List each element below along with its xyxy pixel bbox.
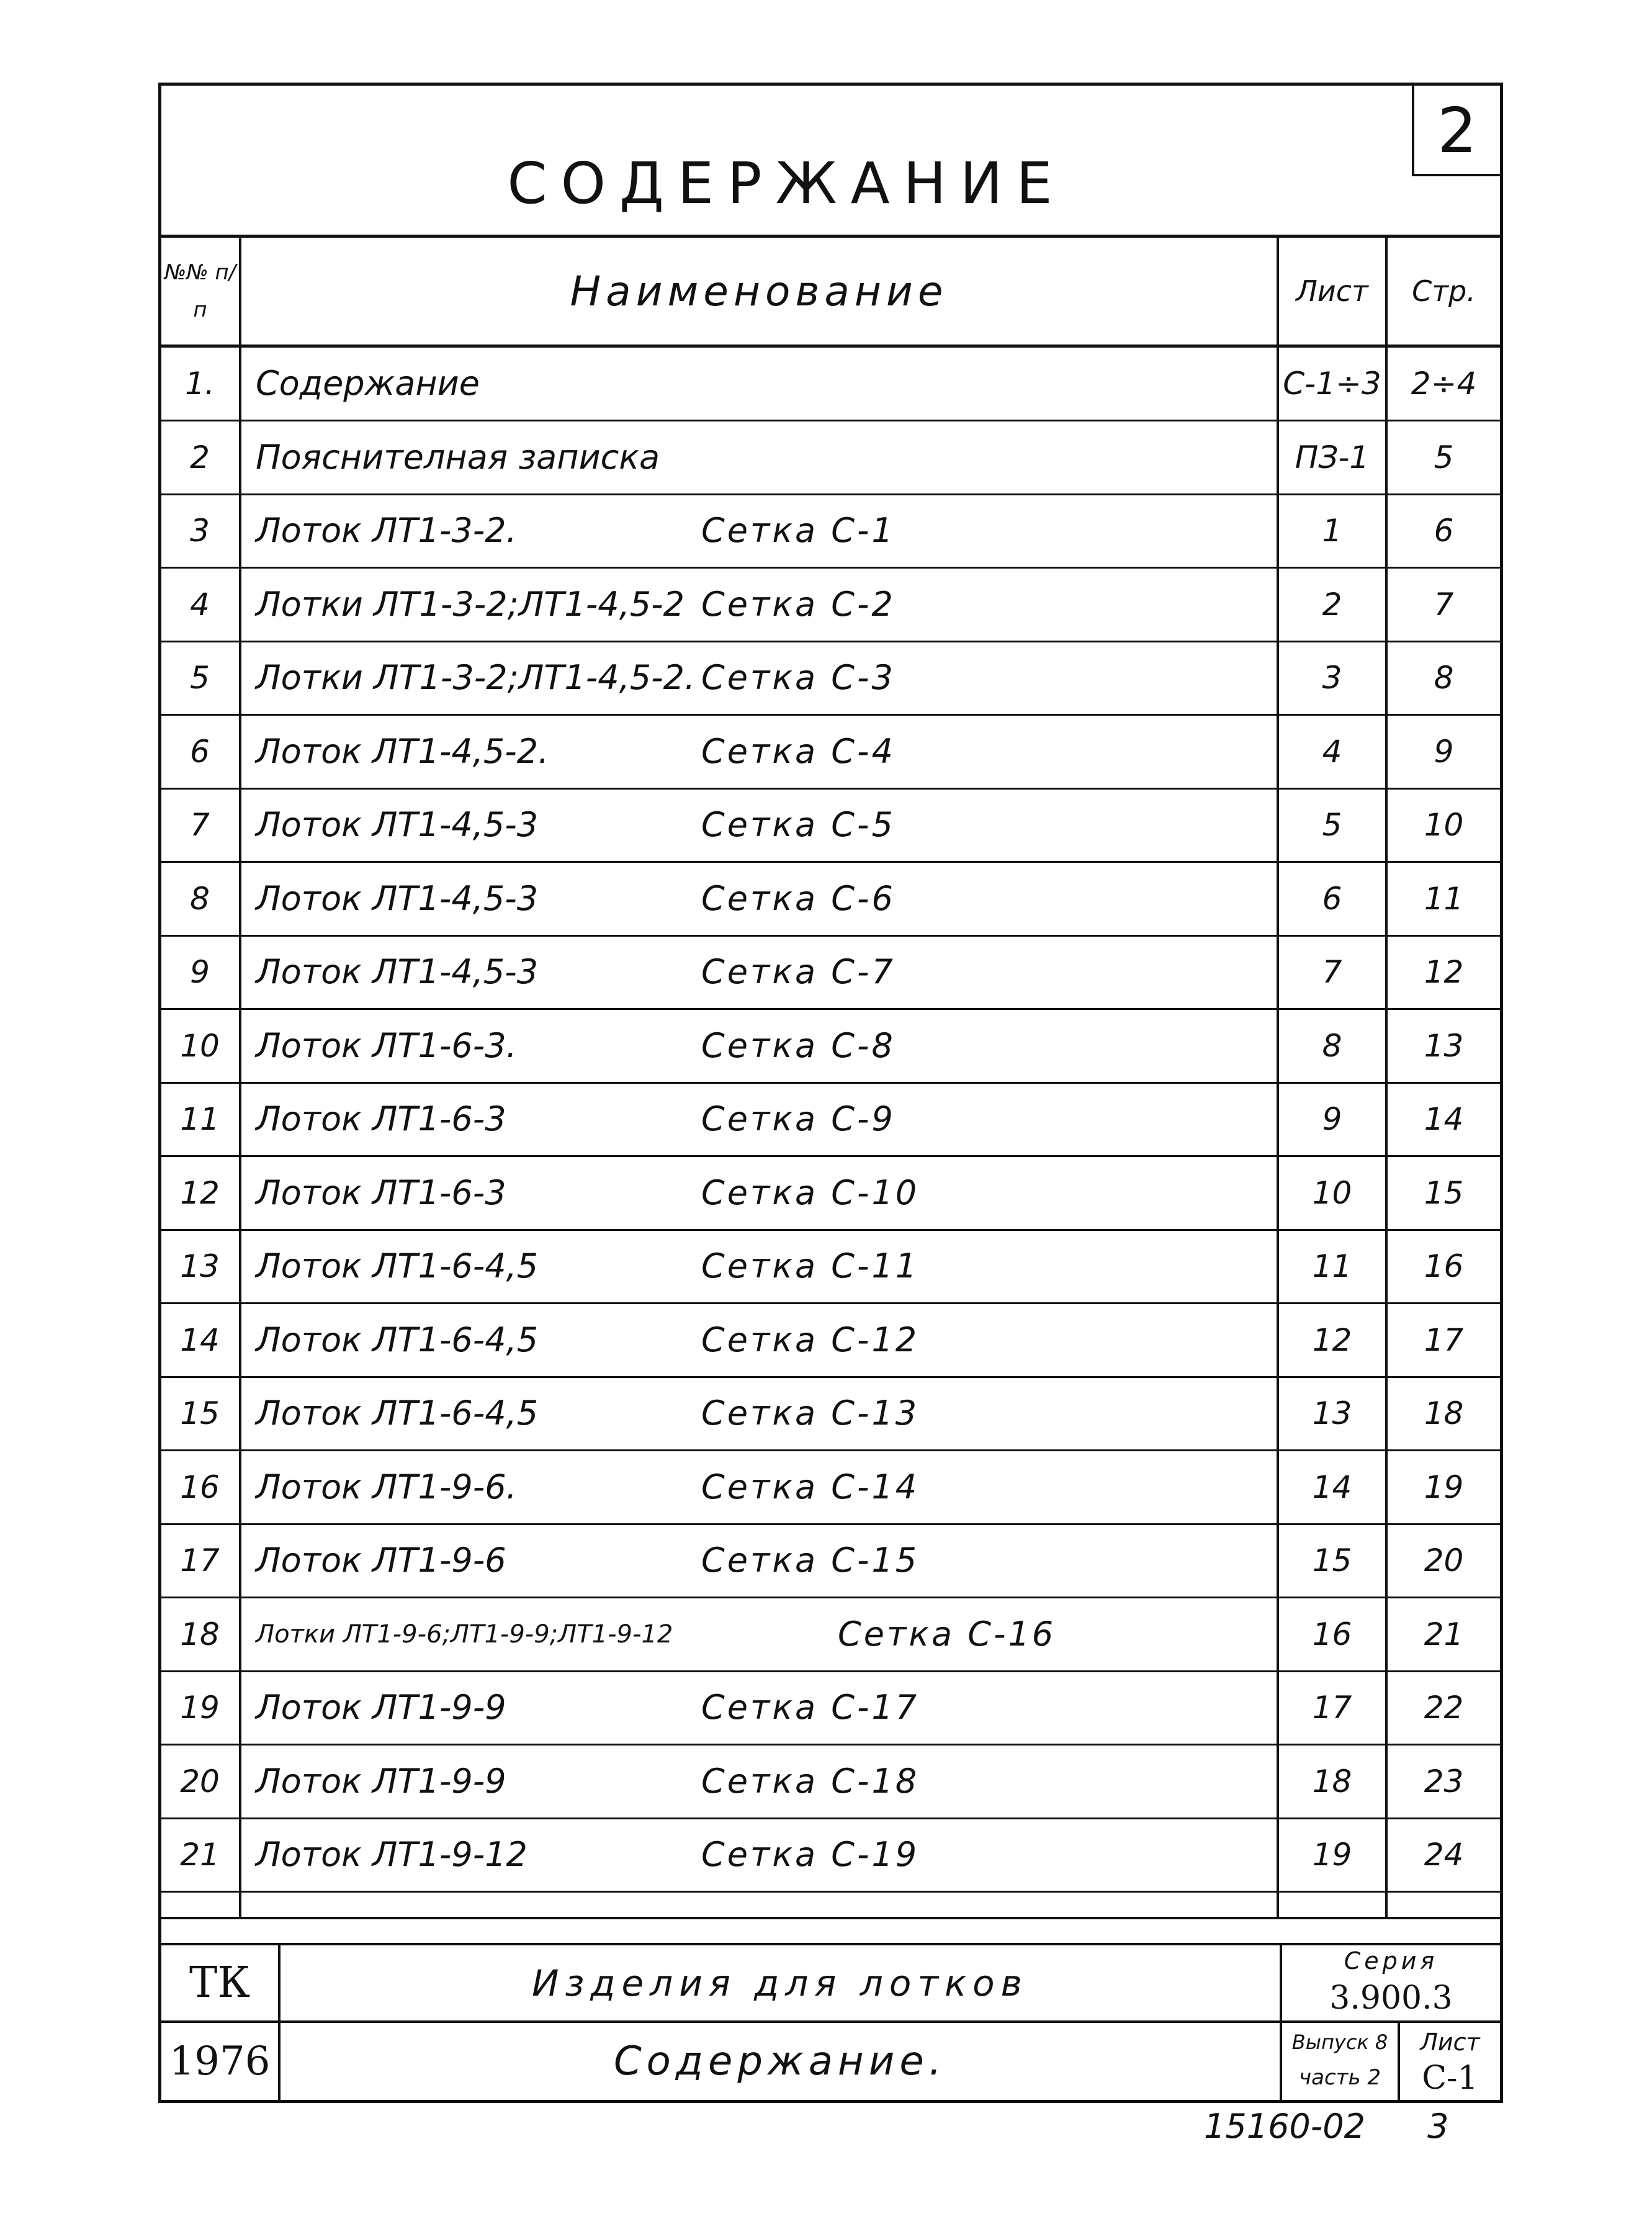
row-sheet: 11 xyxy=(1312,1248,1352,1284)
sheet-box-bottom xyxy=(1412,174,1503,176)
row-mesh: Сетка С-7 xyxy=(701,952,896,991)
row-page: 9 xyxy=(1434,733,1454,770)
frame-top xyxy=(158,83,1503,86)
row-item: Лоток ЛТ1-6-3. xyxy=(256,1026,517,1065)
row-num: 19 xyxy=(180,1689,220,1726)
row-sheet: 10 xyxy=(1312,1174,1352,1211)
row-num: 21 xyxy=(180,1836,220,1873)
row-num: 11 xyxy=(180,1101,220,1137)
row-item: Лоток ЛТ1-9-9 xyxy=(256,1688,506,1727)
sheet-number: 2 xyxy=(1437,94,1477,167)
row-num: 4 xyxy=(190,586,210,623)
row-item: Лоток ЛТ1-4,5-3 xyxy=(256,879,539,918)
footer-page: 3 xyxy=(1427,2106,1449,2146)
stamp-sheet-label: Лист xyxy=(1420,2028,1480,2056)
row-item: Лоток ЛТ1-6-4,5 xyxy=(256,1246,539,1286)
row-num: 1. xyxy=(185,365,215,402)
row-num: 7 xyxy=(190,806,210,843)
row-num: 14 xyxy=(180,1322,220,1358)
row-item: Лоток ЛТ1-4,5-2. xyxy=(256,732,549,771)
row-page: 21 xyxy=(1424,1616,1464,1652)
stamp-part-label: часть 2 xyxy=(1299,2065,1381,2090)
row-page: 15 xyxy=(1424,1174,1464,1211)
row-num: 16 xyxy=(180,1469,220,1505)
row-item: Лоток ЛТ1-6-3 xyxy=(256,1099,506,1138)
row-item: Лоток ЛТ1-6-3 xyxy=(256,1173,506,1212)
frame-right xyxy=(1500,83,1503,2103)
row-num: 6 xyxy=(190,733,210,770)
row-mesh: Сетка С-18 xyxy=(701,1762,920,1801)
row-page: 6 xyxy=(1434,512,1454,549)
row-item: Лоток ЛТ1-3-2. xyxy=(256,511,517,550)
header-num: №№ п/п xyxy=(164,260,236,322)
header-sheet: Лист xyxy=(1296,274,1368,308)
row-sheet: ПЗ-1 xyxy=(1295,439,1370,475)
row-item: Лоток ЛТ1-4,5-3 xyxy=(256,805,539,844)
row-item: Лоток ЛТ1-6-4,5 xyxy=(256,1320,539,1359)
row-mesh xyxy=(701,348,1074,419)
row-item: Лоток ЛТ1-9-6. xyxy=(256,1467,517,1507)
row-separator xyxy=(158,1891,1503,1893)
row-mesh: Сетка С-5 xyxy=(701,805,896,844)
row-mesh: Сетка С-14 xyxy=(701,1467,920,1507)
stamp-series-value: 3.900.3 xyxy=(1329,1980,1453,2017)
row-item: Лотки ЛТ1-9-6;ЛТ1-9-9;ЛТ1-9-12 xyxy=(256,1619,673,1649)
row-mesh: Сетка С-3 xyxy=(701,658,896,697)
row-sheet: 6 xyxy=(1322,880,1342,917)
row-item: Лотки ЛТ1-3-2;ЛТ1-4,5-2. xyxy=(256,658,696,697)
col-line-1 xyxy=(239,235,241,1917)
row-mesh: Сетка С-15 xyxy=(701,1541,920,1580)
row-page: 7 xyxy=(1434,586,1454,623)
row-sheet: 8 xyxy=(1322,1027,1342,1064)
row-num: 2 xyxy=(190,439,210,475)
row-num: 17 xyxy=(180,1542,220,1579)
row-page: 13 xyxy=(1424,1027,1464,1064)
row-num: 8 xyxy=(190,880,210,917)
row-sheet: 3 xyxy=(1322,659,1342,696)
row-mesh: Сетка С-2 xyxy=(701,585,896,624)
row-page: 10 xyxy=(1424,806,1464,843)
row-sheet: 14 xyxy=(1312,1469,1352,1505)
row-item: Содержание xyxy=(256,364,480,403)
row-page: 17 xyxy=(1424,1322,1464,1358)
row-page: 19 xyxy=(1424,1469,1464,1505)
row-page: 12 xyxy=(1424,953,1464,990)
row-mesh: Сетка С-13 xyxy=(701,1394,920,1433)
row-sheet: 18 xyxy=(1312,1763,1352,1799)
row-num: 3 xyxy=(190,512,210,549)
row-num: 5 xyxy=(190,659,210,696)
row-mesh: Сетка С-10 xyxy=(701,1173,920,1212)
row-item: Лоток ЛТ1-9-9 xyxy=(256,1762,506,1801)
header-page: Стр. xyxy=(1412,274,1476,308)
row-mesh xyxy=(701,421,1074,493)
stamp-issue-label: Выпуск 8 xyxy=(1291,2030,1388,2054)
row-num: 12 xyxy=(180,1174,220,1211)
row-page: 22 xyxy=(1424,1689,1464,1726)
row-mesh: Сетка С-19 xyxy=(701,1835,920,1874)
row-page: 18 xyxy=(1424,1395,1464,1431)
header-name: Наименование xyxy=(570,267,948,315)
page-title: СОДЕРЖАНИЕ xyxy=(507,150,1066,217)
row-item: Лоток ЛТ1-9-12 xyxy=(256,1835,527,1874)
row-page: 11 xyxy=(1424,880,1464,917)
row-page: 2÷4 xyxy=(1411,365,1477,402)
row-mesh: Сетка С-8 xyxy=(701,1026,896,1065)
row-mesh: Сетка С-6 xyxy=(701,879,896,918)
row-page: 24 xyxy=(1424,1836,1464,1873)
row-item: Пояснителная записка xyxy=(256,438,660,477)
row-mesh: Сетка С-11 xyxy=(701,1246,920,1286)
row-mesh: Сетка С-16 xyxy=(838,1615,1056,1654)
row-num: 15 xyxy=(180,1395,220,1431)
stamp-series-label: Серия xyxy=(1344,1947,1439,1975)
stamp-doc-name: Содержание. xyxy=(613,2038,947,2084)
stamp-year: 1976 xyxy=(169,2038,271,2084)
row-page: 8 xyxy=(1434,659,1454,696)
row-num: 9 xyxy=(190,953,210,990)
frame-bottom xyxy=(158,2100,1503,2103)
row-sheet: 5 xyxy=(1322,806,1342,843)
row-num: 20 xyxy=(180,1763,220,1799)
row-item: Лоток ЛТ1-9-6 xyxy=(256,1541,506,1580)
row-num: 10 xyxy=(180,1027,220,1064)
row-mesh: Сетка С-1 xyxy=(701,511,896,550)
row-mesh: Сетка С-4 xyxy=(701,732,896,771)
row-sheet: 12 xyxy=(1312,1322,1352,1358)
row-item: Лотки ЛТ1-3-2;ЛТ1-4,5-2 xyxy=(256,585,685,624)
row-page: 23 xyxy=(1424,1763,1464,1799)
row-sheet: 7 xyxy=(1322,953,1342,990)
row-sheet: 9 xyxy=(1322,1101,1342,1137)
row-mesh: Сетка С-17 xyxy=(701,1688,920,1727)
footer-code: 15160-02 xyxy=(1204,2106,1365,2146)
row-sheet: 17 xyxy=(1312,1689,1352,1726)
row-num: 13 xyxy=(180,1248,220,1284)
row-sheet: 15 xyxy=(1312,1542,1352,1579)
row-page: 5 xyxy=(1434,439,1454,475)
table-bottom-line xyxy=(158,1917,1503,1919)
row-num: 18 xyxy=(180,1616,220,1652)
frame-left xyxy=(158,83,161,2103)
row-mesh: Сетка С-12 xyxy=(701,1320,920,1359)
row-sheet: С-1÷3 xyxy=(1283,365,1381,402)
row-sheet: 13 xyxy=(1312,1395,1352,1431)
row-page: 20 xyxy=(1424,1542,1464,1579)
row-item: Лоток ЛТ1-4,5-3 xyxy=(256,952,539,991)
row-sheet: 19 xyxy=(1312,1836,1352,1873)
row-sheet: 2 xyxy=(1322,586,1342,623)
row-page: 16 xyxy=(1424,1248,1464,1284)
row-sheet: 4 xyxy=(1322,733,1342,770)
stamp-org: ТК xyxy=(189,1958,250,2007)
row-sheet: 1 xyxy=(1322,512,1342,549)
row-item: Лоток ЛТ1-6-4,5 xyxy=(256,1394,539,1433)
row-sheet: 16 xyxy=(1312,1616,1352,1652)
row-page: 14 xyxy=(1424,1101,1464,1137)
row-mesh: Сетка С-9 xyxy=(701,1099,896,1138)
stamp-product: Изделия для лотков xyxy=(532,1962,1028,2004)
stamp-sheet-value: С-1 xyxy=(1422,2060,1478,2097)
